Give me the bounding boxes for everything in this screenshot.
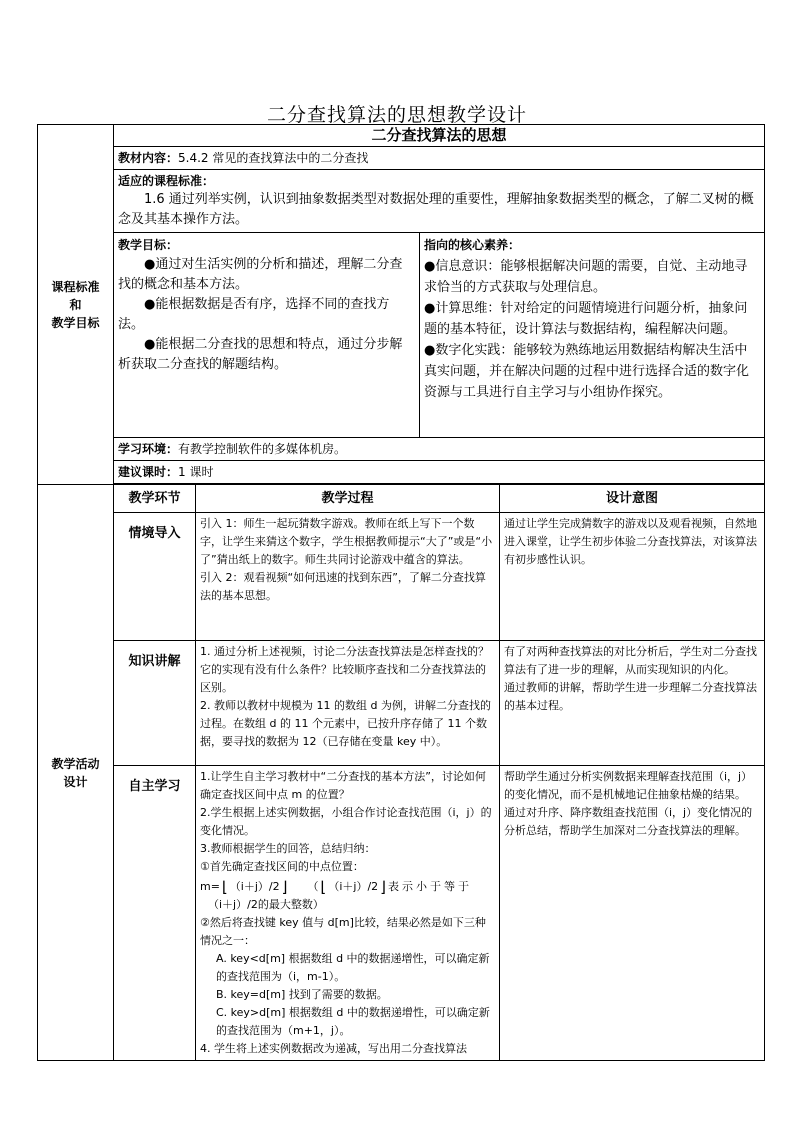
environment-row	[114, 438, 765, 461]
intent-line: 帮助学生通过分析实例数据来理解查找范围（i，j）的变化情况，而不是机械地记住抽象枯燥的结果。	[504, 770, 753, 801]
goal-item: ●能根据二分查找的思想和特点，通过分步解析获取二分查找的解题结构。	[118, 337, 403, 372]
header-stage: 教学环节	[114, 485, 196, 513]
standard-label: 适应的课程标准：	[118, 174, 215, 188]
stage-name: 情境导入	[114, 513, 196, 641]
midpoint-formula: m= ⌊ （i＋j）/2 ⌋ （ ⌊ （i＋j）/2 ⌋ 表示小于等于	[200, 878, 473, 896]
section-label-line: 设计	[63, 774, 88, 789]
literacy-item: ●信息意识：能够根据解决问题的需要，自觉、主动地寻求恰当的方式获取与处理信息。	[424, 259, 748, 295]
section-label-line: 和	[69, 297, 82, 312]
formula-expr: （i＋j）/2	[328, 880, 379, 893]
process-line: A. key<d[m] 根据数组 d 中的数据递增性，可以确定新的查找范围为（i，m-1）。	[216, 952, 490, 983]
document-title: 二分查找算法的思想教学设计	[266, 104, 527, 126]
stage-name: 自主学习	[114, 766, 196, 1061]
intent-line: 通过对升序、降序数组查找范围（i，j）变化情况的分析总结，帮助学生加深对二分查找算法的理解。	[504, 806, 753, 837]
goals-label: 教学目标：	[118, 238, 179, 252]
section-label-line: 教学目标	[51, 315, 100, 330]
material-value: 5.4.2 常见的查找算法中的二分查找	[178, 151, 369, 165]
stage-intent	[500, 513, 765, 641]
process-line: C. key>d[m] 根据数组 d 中的数据递增性，可以确定新的查找范围为（m+1，j）。	[216, 1006, 490, 1037]
process-line: 1. 通过分析上述视频，讨论二分法查找算法是怎样查找的？它的实现有没有什么条件？比较顺序查找和二分查找算法的区别。	[200, 645, 489, 694]
formula-line2: （i＋j）/2	[208, 898, 258, 911]
core-literacy-cell	[420, 233, 765, 438]
process-line: 引入 1：师生一起玩猜数字游戏。教师在纸上写下一个数字，让学生来猜这个数字，学生根据教师提示“大了”或是“小了”猜出纸上的数字。师生共同讨论游戏中蕴含的算法。	[200, 517, 493, 566]
literacy-label: 指向的核心素养：	[424, 238, 521, 252]
standard-row	[114, 170, 765, 233]
stage-intent	[500, 766, 765, 1061]
stage-process	[196, 766, 500, 1061]
intent-line: 通过教师的讲解，帮助学生进一步理解二分查找算法的基本过程。	[504, 681, 757, 712]
stage-process	[196, 641, 500, 766]
formula-expr: （i＋j）/2	[229, 880, 280, 893]
process-line: 3.教师根据学生的回答，总结归纳：	[200, 842, 376, 855]
hours-label: 建议课时：	[118, 465, 179, 479]
process-line: B. key=d[m] 找到了需要的数据。	[216, 988, 388, 1001]
header-intent: 设计意图	[500, 485, 765, 513]
process-line: 2.学生根据上述实例数据，小组合作讨论查找范围（i，j）的变化情况。	[200, 806, 492, 837]
environment-label: 学习环境：	[118, 442, 179, 456]
process-line: 2. 教师以教材中规模为 11 的数组 d 为例，讲解二分查找的过程。在数组 d 的 11 个元素中，已按升序存储了 11 个数据，要寻找的数据为 12（已存储在变量 key 中）。	[200, 699, 491, 748]
formula-m: m=	[200, 880, 220, 893]
hours-value: 1 课时	[178, 465, 214, 479]
literacy-item: ●计算思维：针对给定的问题情境进行问题分析，抽象问题的基本特征，设计算法与数据结构，编程解决问题。	[424, 301, 748, 337]
formula-desc: 表示小于等于	[388, 880, 473, 893]
stage-intent	[500, 641, 765, 766]
lesson-subtitle: 二分查找算法的思想	[114, 125, 765, 147]
intent-line: 通过让学生完成猜数字的游戏以及观看视频，自然地进入课堂，让学生初步体验二分查找算法，对该算法有初步感性认识。	[504, 517, 757, 566]
formula-open: （	[307, 880, 319, 893]
literacy-item: ●数字化实践：能够较为熟练地运用数据结构解决生活中真实问题，并在解决问题的过程中进行选择合适的数字化资源与工具进行自主学习与小组协作探究。	[424, 343, 750, 400]
section-label-standards	[38, 125, 114, 485]
hours-row	[114, 461, 765, 484]
process-line: 引入 2：观看视频“如何迅速的找到东西”，了解二分查找算法的基本思想。	[200, 571, 486, 602]
stage-name: 知识讲解	[114, 641, 196, 766]
material-label: 教材内容：	[118, 151, 179, 165]
stage-process	[196, 513, 500, 641]
intent-line: 有了对两种查找算法的对比分析后，学生对二分查找算法有了进一步的理解，从而实现知识的内化。	[504, 645, 757, 676]
section-label-activities	[38, 485, 114, 1061]
goal-item: ●能根据数据是否有序，选择不同的查找方法。	[118, 297, 390, 332]
process-line: ②然后将查找键 key 值与 d[m]比较，结果必然是如下三种情况之一：	[200, 916, 486, 947]
section-label-line: 课程标准	[51, 279, 100, 294]
process-line: 4. 学生将上述实例数据改为递减，写出用二分查找算法	[200, 1042, 467, 1055]
material-row	[114, 147, 765, 170]
lesson-plan-table	[37, 124, 765, 1061]
header-process: 教学过程	[196, 485, 500, 513]
section-label-line: 教学活动	[51, 756, 100, 771]
environment-value: 有教学控制软件的多媒体机房。	[178, 442, 347, 456]
teaching-goals-cell	[114, 233, 420, 438]
goal-item: ●通过对生活实例的分析和描述，理解二分查找的概念和基本方法。	[118, 257, 403, 292]
process-line: 1.让学生自主学习教材中“二分查找的基本方法”，讨论如何确定查找区间中点 m 的位置？	[200, 770, 486, 801]
process-line: ①首先确定查找区间的中点位置：	[200, 860, 364, 873]
standard-text: 1.6 通过列举实例，认识到抽象数据类型对数据处理的重要性，理解抽象数据类型的概念，了解二叉树的概念及其基本操作方法。	[118, 192, 754, 227]
formula-line2-tail: 的最大整数）	[257, 898, 324, 911]
